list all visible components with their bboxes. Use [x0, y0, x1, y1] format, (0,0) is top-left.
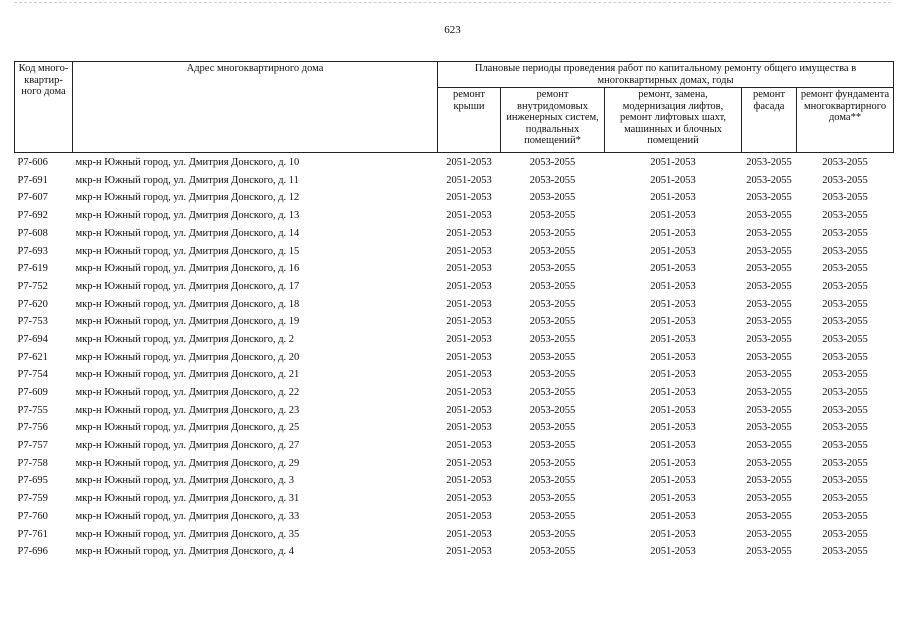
cell-address: мкр-н Южный город, ул. Дмитрия Донского, д. 2: [75, 333, 295, 345]
cell-facade-period: 2053-2055: [746, 333, 792, 345]
column-header-address: Адрес многоквартирного дома: [73, 62, 438, 153]
cell-foundation-period: 2053-2055: [822, 298, 868, 310]
cell-code: Р7-759: [17, 493, 48, 505]
cell-lifts-period: 2051-2053: [650, 369, 696, 381]
cell-lifts-period: 2051-2053: [650, 475, 696, 487]
table-row: [15, 189, 894, 207]
cell-address: мкр-н Южный город, ул. Дмитрия Донского, д. 16: [75, 263, 300, 275]
column-header-periods: Плановые периоды проведения работ по капитальному ремонту общего имущества в многоквартирных домах, годы: [438, 62, 894, 88]
cell-foundation-period: 2053-2055: [822, 493, 868, 505]
cell-code: Р7-691: [17, 174, 48, 186]
table-row: [15, 543, 894, 561]
cell-lifts-period: 2051-2053: [650, 387, 696, 399]
cell-address: мкр-н Южный город, ул. Дмитрия Донского, д. 15: [75, 245, 300, 257]
top-divider: [14, 2, 891, 3]
cell-foundation-period: 2053-2055: [822, 227, 868, 239]
cell-address: мкр-н Южный город, ул. Дмитрия Донского, д. 21: [75, 369, 300, 381]
cell-lifts-period: 2051-2053: [650, 263, 696, 275]
cell-code: Р7-757: [17, 440, 48, 452]
cell-facade-period: 2053-2055: [746, 422, 792, 434]
cell-lifts-period: 2051-2053: [650, 440, 696, 452]
column-header-roof: ремонт крыши: [438, 88, 501, 153]
cell-systems-period: 2053-2055: [529, 210, 576, 222]
column-header-code: Код много-квартир-ного дома: [15, 62, 73, 153]
cell-roof-period: 2051-2053: [446, 298, 492, 310]
cell-systems-period: 2053-2055: [529, 493, 576, 505]
cell-systems-period: 2053-2055: [529, 404, 576, 416]
cell-systems-period: 2053-2055: [529, 475, 576, 487]
cell-facade-period: 2053-2055: [746, 546, 792, 558]
table-row: [15, 437, 894, 455]
cell-roof-period: 2051-2053: [446, 440, 492, 452]
cell-facade-period: 2053-2055: [746, 369, 792, 381]
table-row: [15, 472, 894, 490]
cell-foundation-period: 2053-2055: [822, 174, 868, 186]
cell-systems-period: 2053-2055: [529, 333, 576, 345]
cell-lifts-period: 2051-2053: [650, 192, 696, 204]
cell-code: Р7-620: [17, 298, 48, 310]
cell-foundation-period: 2053-2055: [822, 280, 868, 292]
cell-foundation-period: 2053-2055: [822, 422, 868, 434]
cell-foundation-period: 2053-2055: [822, 210, 868, 222]
cell-roof-period: 2051-2053: [446, 546, 492, 558]
cell-facade-period: 2053-2055: [746, 263, 792, 275]
page-number: 623: [444, 24, 461, 36]
cell-foundation-period: 2053-2055: [822, 263, 868, 275]
cell-roof-period: 2051-2053: [446, 316, 492, 328]
cell-roof-period: 2051-2053: [446, 157, 492, 169]
cell-address: мкр-н Южный город, ул. Дмитрия Донского, д. 17: [75, 280, 300, 292]
table-row: [15, 313, 894, 331]
cell-address: мкр-н Южный город, ул. Дмитрия Донского, д. 20: [75, 351, 300, 363]
cell-address: мкр-н Южный город, ул. Дмитрия Донского, д. 3: [75, 475, 295, 487]
cell-foundation-period: 2053-2055: [822, 404, 868, 416]
cell-lifts-period: 2051-2053: [650, 404, 696, 416]
cell-foundation-period: 2053-2055: [822, 510, 868, 522]
cell-lifts-period: 2051-2053: [650, 316, 696, 328]
cell-lifts-period: 2051-2053: [650, 457, 696, 469]
table-row: [15, 525, 894, 543]
cell-code: Р7-761: [17, 528, 48, 540]
cell-address: мкр-н Южный город, ул. Дмитрия Донского, д. 35: [75, 528, 300, 540]
cell-roof-period: 2051-2053: [446, 369, 492, 381]
table-header-row: [15, 62, 894, 88]
cell-systems-period: 2053-2055: [529, 298, 576, 310]
cell-lifts-period: 2051-2053: [650, 280, 696, 292]
table-row: [15, 153, 894, 172]
cell-facade-period: 2053-2055: [746, 404, 792, 416]
cell-lifts-period: 2051-2053: [650, 245, 696, 257]
cell-lifts-period: 2051-2053: [650, 210, 696, 222]
cell-address: мкр-н Южный город, ул. Дмитрия Донского, д. 31: [75, 493, 300, 505]
cell-systems-period: 2053-2055: [529, 546, 576, 558]
cell-foundation-period: 2053-2055: [822, 192, 868, 204]
cell-lifts-period: 2051-2053: [650, 351, 696, 363]
column-header-lifts: ремонт, замена, модернизация лифтов, ремонт лифтовых шахт, машинных и блочных помещений: [605, 88, 742, 153]
cell-foundation-period: 2053-2055: [822, 351, 868, 363]
table-row: [15, 419, 894, 437]
cell-systems-period: 2053-2055: [529, 263, 576, 275]
cell-code: Р7-607: [17, 192, 48, 204]
cell-foundation-period: 2053-2055: [822, 475, 868, 487]
cell-facade-period: 2053-2055: [746, 174, 792, 186]
table-row: [15, 384, 894, 402]
cell-foundation-period: 2053-2055: [822, 387, 868, 399]
cell-roof-period: 2051-2053: [446, 422, 492, 434]
cell-address: мкр-н Южный город, ул. Дмитрия Донского, д. 19: [75, 316, 300, 328]
cell-systems-period: 2053-2055: [529, 157, 576, 169]
cell-lifts-period: 2051-2053: [650, 157, 696, 169]
cell-roof-period: 2051-2053: [446, 404, 492, 416]
cell-foundation-period: 2053-2055: [822, 528, 868, 540]
cell-lifts-period: 2051-2053: [650, 227, 696, 239]
cell-systems-period: 2053-2055: [529, 387, 576, 399]
cell-address: мкр-н Южный город, ул. Дмитрия Донского, д. 29: [75, 457, 300, 469]
cell-roof-period: 2051-2053: [446, 510, 492, 522]
cell-systems-period: 2053-2055: [529, 351, 576, 363]
cell-systems-period: 2053-2055: [529, 280, 576, 292]
cell-lifts-period: 2051-2053: [650, 422, 696, 434]
table-row: [15, 278, 894, 296]
cell-foundation-period: 2053-2055: [822, 457, 868, 469]
column-header-facade: ремонт фасада: [742, 88, 797, 153]
cell-address: мкр-н Южный город, ул. Дмитрия Донского, д. 23: [75, 404, 300, 416]
table-row: [15, 172, 894, 190]
cell-roof-period: 2051-2053: [446, 475, 492, 487]
cell-systems-period: 2053-2055: [529, 528, 576, 540]
cell-lifts-period: 2051-2053: [650, 493, 696, 505]
cell-code: Р7-754: [17, 369, 48, 381]
cell-systems-period: 2053-2055: [529, 440, 576, 452]
cell-systems-period: 2053-2055: [529, 457, 576, 469]
cell-foundation-period: 2053-2055: [822, 546, 868, 558]
cell-facade-period: 2053-2055: [746, 245, 792, 257]
cell-roof-period: 2051-2053: [446, 493, 492, 505]
cell-systems-period: 2053-2055: [529, 316, 576, 328]
cell-facade-period: 2053-2055: [746, 298, 792, 310]
cell-facade-period: 2053-2055: [746, 510, 792, 522]
table-row: [15, 349, 894, 367]
cell-address: мкр-н Южный город, ул. Дмитрия Донского, д. 11: [75, 174, 299, 186]
cell-lifts-period: 2051-2053: [650, 298, 696, 310]
cell-code: Р7-755: [17, 404, 48, 416]
cell-roof-period: 2051-2053: [446, 457, 492, 469]
cell-address: мкр-н Южный город, ул. Дмитрия Донского, д. 18: [75, 298, 300, 310]
cell-code: Р7-758: [17, 457, 48, 469]
column-header-foundation: ремонт фундамента многоквартирного дома**: [797, 88, 894, 153]
cell-foundation-period: 2053-2055: [822, 316, 868, 328]
cell-address: мкр-н Южный город, ул. Дмитрия Донского, д. 4: [75, 546, 295, 558]
cell-facade-period: 2053-2055: [746, 493, 792, 505]
cell-systems-period: 2053-2055: [529, 174, 576, 186]
cell-roof-period: 2051-2053: [446, 192, 492, 204]
cell-systems-period: 2053-2055: [529, 227, 576, 239]
cell-foundation-period: 2053-2055: [822, 369, 868, 381]
cell-roof-period: 2051-2053: [446, 280, 492, 292]
cell-facade-period: 2053-2055: [746, 528, 792, 540]
cell-roof-period: 2051-2053: [446, 245, 492, 257]
cell-code: Р7-619: [17, 263, 48, 275]
cell-address: мкр-н Южный город, ул. Дмитрия Донского, д. 14: [75, 227, 300, 239]
cell-code: Р7-608: [17, 227, 48, 239]
cell-facade-period: 2053-2055: [746, 351, 792, 363]
cell-systems-period: 2053-2055: [529, 245, 576, 257]
cell-facade-period: 2053-2055: [746, 457, 792, 469]
cell-code: Р7-621: [17, 351, 48, 363]
table-row: [15, 260, 894, 278]
table-row: [15, 490, 894, 508]
cell-facade-period: 2053-2055: [746, 192, 792, 204]
cell-roof-period: 2051-2053: [446, 351, 492, 363]
cell-systems-period: 2053-2055: [529, 369, 576, 381]
table-row: [15, 455, 894, 473]
cell-code: Р7-606: [17, 157, 48, 169]
cell-roof-period: 2051-2053: [446, 227, 492, 239]
cell-code: Р7-753: [17, 316, 48, 328]
cell-code: Р7-752: [17, 280, 48, 292]
cell-address: мкр-н Южный город, ул. Дмитрия Донского, д. 33: [75, 510, 300, 522]
cell-foundation-period: 2053-2055: [822, 440, 868, 452]
table-row: [15, 207, 894, 225]
cell-code: Р7-756: [17, 422, 48, 434]
cell-roof-period: 2051-2053: [446, 387, 492, 399]
cell-roof-period: 2051-2053: [446, 210, 492, 222]
table-row: [15, 402, 894, 420]
table-body: [15, 153, 894, 561]
cell-lifts-period: 2051-2053: [650, 333, 696, 345]
table-row: [15, 242, 894, 260]
cell-facade-period: 2053-2055: [746, 440, 792, 452]
cell-foundation-period: 2053-2055: [822, 245, 868, 257]
cell-facade-period: 2053-2055: [746, 280, 792, 292]
cell-lifts-period: 2051-2053: [650, 528, 696, 540]
table-row: [15, 225, 894, 243]
cell-roof-period: 2051-2053: [446, 528, 492, 540]
cell-lifts-period: 2051-2053: [650, 546, 696, 558]
cell-code: Р7-696: [17, 546, 48, 558]
cell-roof-period: 2051-2053: [446, 333, 492, 345]
cell-facade-period: 2053-2055: [746, 210, 792, 222]
cell-foundation-period: 2053-2055: [822, 333, 868, 345]
table-row: [15, 366, 894, 384]
cell-lifts-period: 2051-2053: [650, 174, 696, 186]
cell-roof-period: 2051-2053: [446, 263, 492, 275]
cell-facade-period: 2053-2055: [746, 475, 792, 487]
table-row: [15, 331, 894, 349]
cell-systems-period: 2053-2055: [529, 422, 576, 434]
cell-address: мкр-н Южный город, ул. Дмитрия Донского, д. 27: [75, 440, 300, 452]
cell-facade-period: 2053-2055: [746, 227, 792, 239]
cell-address: мкр-н Южный город, ул. Дмитрия Донского, д. 13: [75, 210, 300, 222]
column-header-systems: ремонт внутридомовых инженерных систем, подвальных помещений*: [501, 88, 605, 153]
cell-code: Р7-692: [17, 210, 48, 222]
cell-address: мкр-н Южный город, ул. Дмитрия Донского, д. 25: [75, 422, 300, 434]
cell-roof-period: 2051-2053: [446, 174, 492, 186]
cell-address: мкр-н Южный город, ул. Дмитрия Донского, д. 22: [75, 387, 300, 399]
table-row: [15, 296, 894, 314]
cell-code: Р7-694: [17, 333, 48, 345]
cell-code: Р7-760: [17, 510, 48, 522]
table-row: [15, 508, 894, 526]
cell-lifts-period: 2051-2053: [650, 510, 696, 522]
cell-code: Р7-609: [17, 387, 48, 399]
cell-code: Р7-693: [17, 245, 48, 257]
cell-systems-period: 2053-2055: [529, 192, 576, 204]
repair-schedule-table: [14, 61, 894, 561]
cell-facade-period: 2053-2055: [746, 387, 792, 399]
cell-foundation-period: 2053-2055: [822, 157, 868, 169]
cell-code: Р7-695: [17, 475, 48, 487]
cell-facade-period: 2053-2055: [746, 157, 792, 169]
cell-address: мкр-н Южный город, ул. Дмитрия Донского, д. 12: [75, 192, 300, 204]
cell-systems-period: 2053-2055: [529, 510, 576, 522]
cell-facade-period: 2053-2055: [746, 316, 792, 328]
cell-address: мкр-н Южный город, ул. Дмитрия Донского, д. 10: [75, 157, 300, 169]
